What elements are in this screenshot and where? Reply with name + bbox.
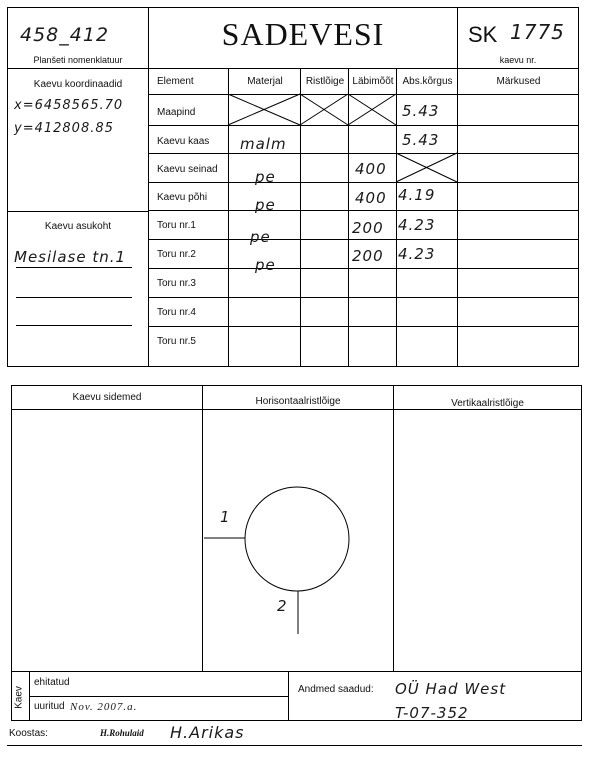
table-row-material: pe <box>255 256 276 274</box>
pipe-2-label: 2 <box>277 597 288 615</box>
surveyed-value: Nov. 2007.a. <box>70 701 138 713</box>
data-source-label: Andmed saadud: <box>298 684 374 695</box>
kaev-label: Kaev <box>13 686 25 709</box>
coordinates-label: Kaevu koordinaadid <box>33 79 123 90</box>
well-number: 1775 <box>510 20 565 44</box>
built-label: ehitatud <box>34 677 70 688</box>
table-row-material: malm <box>240 135 287 153</box>
col-header-diameter: Läbimõõt <box>352 76 394 87</box>
page-title: SADEVESI <box>221 16 385 52</box>
col-header-crosssection: Ristlõige <box>305 76 345 87</box>
compiled-label: Koostas: <box>9 728 48 739</box>
table-row-material: pe <box>255 196 276 214</box>
col-header-material: Materjal <box>247 76 283 87</box>
table-row-element: Kaevu seinad <box>157 164 218 175</box>
table-row-diameter: 200 <box>352 219 384 237</box>
footer-built-line <box>29 696 288 697</box>
pipe-1-label: 1 <box>220 508 231 526</box>
section-vertical: Vertikaalristlõige <box>451 398 524 409</box>
table-row-diameter: 400 <box>355 160 387 178</box>
table-row-element: Kaevu põhi <box>157 192 208 203</box>
table-row-abs: 4.23 <box>398 216 436 234</box>
table-row-element: Toru nr.4 <box>157 307 196 318</box>
data-source-value-1: OÜ Had West <box>395 680 507 698</box>
coordinate-y: y=412808.85 <box>14 121 114 136</box>
compiled-underline <box>7 745 582 746</box>
table-row-element: Toru nr.5 <box>157 336 196 347</box>
well-prefix: SK <box>468 22 498 47</box>
table-row-abs: 5.43 <box>402 131 440 149</box>
compiled-signature: H.Arikas <box>170 723 245 742</box>
data-source-value-2: T-07-352 <box>395 704 469 722</box>
nomenclature-label: Planšeti nomenklatuur <box>33 55 123 65</box>
table-row-element: Toru nr.3 <box>157 278 196 289</box>
table-row-abs: 5.43 <box>402 102 440 120</box>
col-header-notes: Märkused <box>496 76 541 87</box>
table-row-abs: 4.19 <box>398 186 436 204</box>
well-label: kaevu nr. <box>499 55 537 65</box>
footer-bottom-border <box>11 720 582 721</box>
section-horizontal: Horisontaalristlõige <box>255 396 341 407</box>
table-row-material: pe <box>250 228 271 246</box>
footer-mid-vline <box>288 671 289 721</box>
table-row-material: pe <box>255 168 276 186</box>
table-row-abs: 4.23 <box>398 245 436 263</box>
table-row-diameter: 400 <box>355 189 387 207</box>
col-header-abs: Abs.kõrgus <box>402 76 453 87</box>
table-row-diameter: 200 <box>352 247 384 265</box>
location-label: Kaevu asukoht <box>44 221 112 232</box>
nomenclature-value: 458_412 <box>20 24 110 46</box>
compiled-stamp: H.Rohulaid <box>100 728 144 738</box>
table-row-element: Kaevu kaas <box>157 136 210 147</box>
location-value: Mesilase tn.1 <box>14 248 127 266</box>
table-row-element: Toru nr.2 <box>157 249 196 260</box>
table-row-element: Maapind <box>157 107 196 118</box>
section-connections: Kaevu sidemed <box>72 392 142 403</box>
surveyed-label: uuritud <box>34 701 65 712</box>
coordinate-x: x=6458565.70 <box>14 98 124 113</box>
col-header-element: Element <box>157 76 194 87</box>
table-row-element: Toru nr.1 <box>157 220 196 231</box>
